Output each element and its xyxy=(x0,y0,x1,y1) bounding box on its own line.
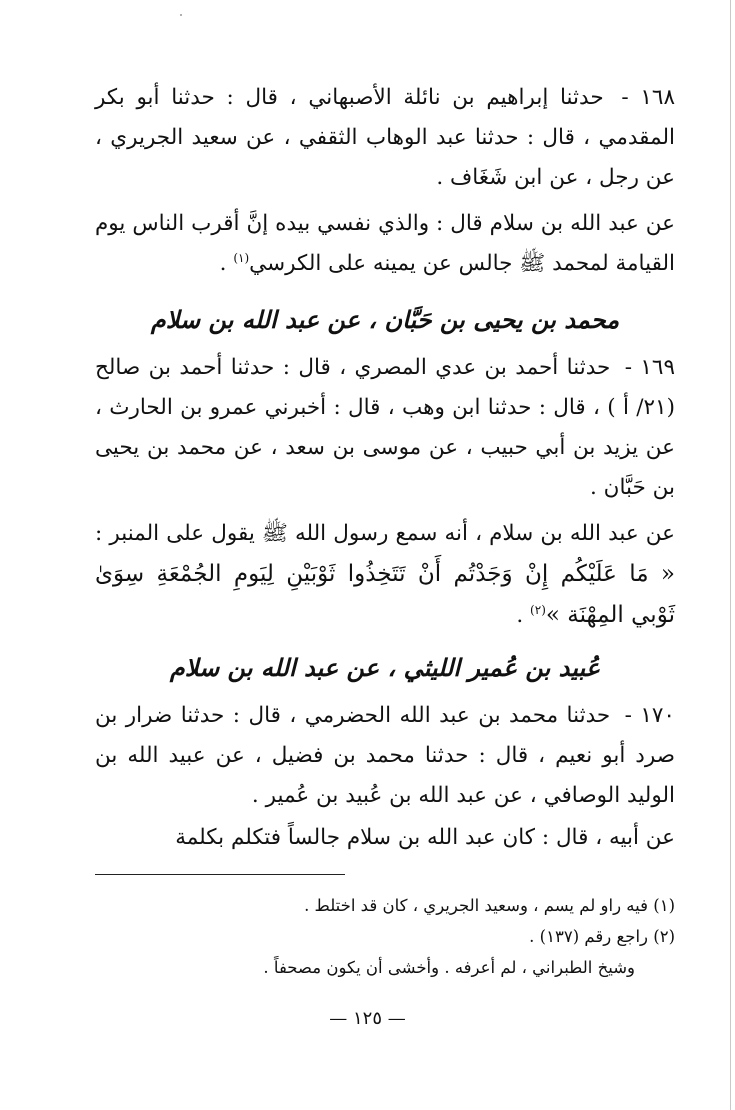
hadith-170-isnad xyxy=(95,696,675,816)
hadith-169-matn: عن عبد الله بن سلام ، أنه سمع رسول الله ﷺ يقول على المنبر : « مَا عَلَيْكُم إِنْ وَجَدْتُم أَنْ تَتَخِذُوا ثَوْبَيْنِ لِيَومِ الجُمْعَةِ سِوَىٰ ثَوْبي المِهْنَة »$^{(٢)}$ . xyxy=(95,521,675,628)
hadith-168-isnad-text: حدثنا إبراهيم بن نائلة الأصبهاني ، قال : حدثنا أبو بكر المقدمي ، قال : حدثنا عبد الوهاب الثقفي ، عن سعيد الجريري ، عن رجل ، عن ابن شَغَاف . xyxy=(95,85,675,190)
footnote-separator xyxy=(95,874,345,875)
page-number: — ١٢٥ — xyxy=(329,1008,406,1029)
hadith-168-isnad xyxy=(95,78,675,198)
footnote-2: (٢) راجع رقم (١٣٧) . xyxy=(529,927,675,946)
hadith-169-number: ١٦٩ - xyxy=(624,355,676,380)
footnote-1: (١) فيه راو لم يسم ، وسعيد الجريري ، كان قد اختلط . xyxy=(304,896,675,915)
hadith-168-matn: عن عبد الله بن سلام قال : والذي نفسي بيده إنَّ أقرب الناس يوم القيامة لمحمد ﷺ جالس عن يمينه على الكرسي$^{(١)}$ . xyxy=(95,211,675,276)
hadith-169-quote: « مَا عَلَيْكُم إِنْ وَجَدْتُم أَنْ تَتَخِذُوا ثَوْبَيْنِ لِيَومِ الجُمْعَةِ سِوَىٰ ثَوْبي المِهْنَة » xyxy=(95,561,675,628)
footnote-2-continuation: وشيخ الطبراني ، لم أعرفه . وأخشى أن يكون مصحفاً . xyxy=(263,958,635,977)
hadith-170-isnad-text: حدثنا محمد بن عبد الله الحضرمي ، قال : حدثنا ضرار بن صرد أبو نعيم ، قال : حدثنا محمد بن فضيل ، عن عبيد الله بن الوليد الوصافي ، عن عبد الله بن عُبيد بن عُمير . xyxy=(95,703,675,808)
hadith-170-number: ١٧٠ - xyxy=(624,703,675,728)
footnote-ref-1: (١) xyxy=(233,250,250,265)
hadith-170-matn-text: عن أبيه ، قال : كان عبد الله بن سلام جالساً فتكلم بكلمة xyxy=(175,825,675,850)
hadith-169-isnad-text: حدثنا أحمد بن عدي المصري ، قال : حدثنا أحمد بن صالح (٢١/ أ ) ، قال : حدثنا ابن وهب ، قال : أخبرني عمرو بن الحارث ، عن يزيد بن أبي حبيب ، عن موسى بن سعد ، عن محمد بن يحيى بن حَبَّان . xyxy=(95,355,675,500)
hadith-169-matn-text: عن عبد الله بن سلام ، أنه سمع رسول الله ﷺ يقول على المنبر : xyxy=(95,521,675,546)
hadith-169-isnad xyxy=(95,348,675,508)
section-heading-ibn-hibban: محمد بن يحيى بن حَبَّان ، عن عبد الله بن سلام xyxy=(150,305,620,334)
hadith-168-number: ١٦٨ - xyxy=(621,85,675,110)
scan-speck xyxy=(180,14,182,16)
scan-edge-line xyxy=(730,0,731,1110)
footnotes xyxy=(95,890,675,983)
section-heading-ubayd-ibn-umayr: عُبيد بن عُمير الليثي ، عن عبد الله بن سلام xyxy=(169,653,601,682)
hadith-170-matn xyxy=(95,818,675,858)
hadith-168-matn-text: عن عبد الله بن سلام قال : والذي نفسي بيده إنَّ أقرب الناس يوم القيامة لمحمد ﷺ جالس عن يمينه على الكرسي xyxy=(95,211,675,276)
footnote-ref-2: (٢) xyxy=(530,602,546,617)
